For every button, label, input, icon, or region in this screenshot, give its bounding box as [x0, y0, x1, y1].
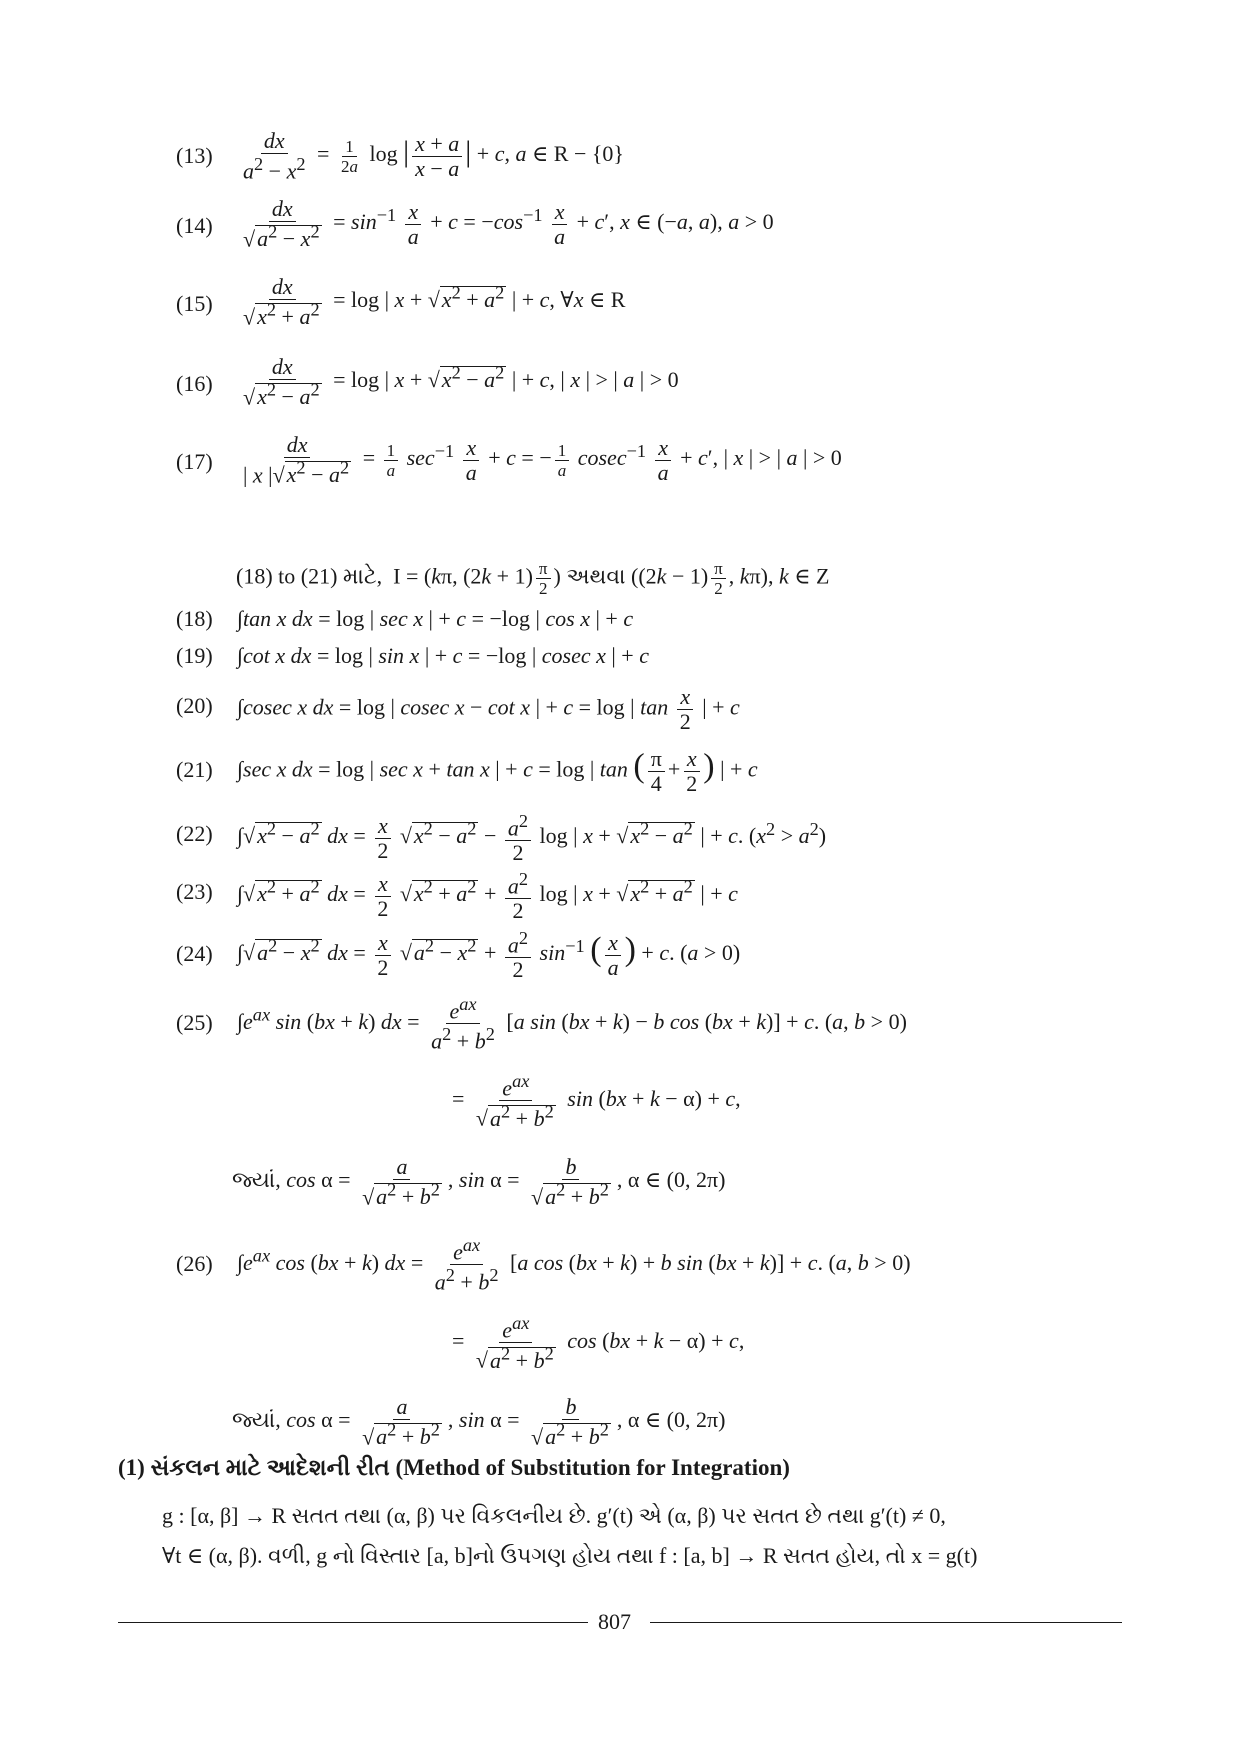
- formula-number: (16): [176, 371, 213, 396]
- footer-rule-right: [650, 1622, 1122, 1623]
- formula-number: (22): [176, 821, 213, 846]
- section-heading: (1) સંકલન માટે આદેશની રીત (Method of Substitution for Integration): [118, 1455, 790, 1480]
- formula-number: (25): [176, 1010, 213, 1035]
- formula-body: $\frac{dx}{√x^2 - a^2}$ = log | $x + √x^2 - a^2$ | + c, | x | > | a | > 0: [243, 354, 679, 410]
- formula-number: (24): [176, 941, 213, 966]
- formula-body: $\int√a^2 - x^2$ dx = $\frac{x}{2}$ $√a^2 - x^2$ + $\frac{a^2}{2}$ $\sin^{-1}$ ( $\frac{x}{a}$ ) + c. (a > 0): [237, 928, 741, 983]
- formula-number: (18): [176, 606, 213, 631]
- footer-rule-left: [118, 1622, 588, 1623]
- formula-number: (20): [176, 693, 213, 718]
- paragraph-line-1: g : [α, β] → R સતત તથા (α, β) પર વિકલનીય છે. g′(t) એ (α, β) પર સતત છે તથા g′(t) ≠ 0,: [162, 1503, 946, 1528]
- interval-note: (18) to (21) માટે, I = (kπ, (2k + 1) $\frac{\pi}{2}$ ) અથવા ((2k − 1) $\frac{\pi}{2}$ , kπ), k ∈ Z: [236, 559, 830, 598]
- formula-body: $\frac{dx}{√x^2 + a^2}$ = log | $x + √x^2 + a^2$ | + c, ∀x ∈ R: [243, 274, 626, 330]
- formula-body: $\int e^{ax}$ cos (bx + k) dx = $\frac{e^{ax}}{a^2 + b^2}$ [a cos (bx + k) + b sin (bx + k)] + c. (a, b > 0): [237, 1235, 911, 1295]
- formula-number: (26): [176, 1251, 213, 1276]
- formula-body: $\int e^{ax}$ sin (bx + k) dx = $\frac{e^{ax}}{a^2 + b^2}$ [a sin (bx + k) − b cos (bx + k)] + c. (a, b > 0): [237, 994, 907, 1054]
- formula-number: (15): [176, 291, 213, 316]
- formula-body: ∫cot x dx = log | sin x | + c = −log | cosec x | + c: [237, 643, 649, 668]
- formula-25-where: જ્યાં, cos α = $\frac{a}{√a^2 + b^2}$ , sin α = $\frac{b}{√a^2 + b^2}$ , α ∈ (0, 2π): [232, 1154, 726, 1210]
- formula-26-where: જ્યાં, cos α = $\frac{a}{√a^2 + b^2}$ , sin α = $\frac{b}{√a^2 + b^2}$ , α ∈ (0, 2π): [232, 1394, 726, 1450]
- formula-body: $\frac{dx}{| x |√x^2 - a^2}$ = $\frac{1}{a}$ $\sec^{-1}$ $\frac{x}{a}$ + c = − $\frac{1}{a}$ cosec$^{-1}$ $\frac{x}{a}$ + c′, | x | > | a | > 0: [243, 432, 842, 488]
- formula-number: (23): [176, 879, 213, 904]
- formula-body: $\frac{dx}{a^2 - x^2}$ = $\frac{1}{2a}$ log | $\frac{x + a}{x - a}$ | + c, a ∈ R − {0}: [243, 128, 624, 184]
- formula-25-step: = $\frac{e^{ax}}{√a^2 + b^2}$ sin (bx + k − α) + c,: [452, 1071, 741, 1131]
- formula-body: $\int√x^2 - a^2$ dx = $\frac{x}{2}$ $√x^2 - a^2$ − $\frac{a^2}{2}$ log | $x + √x^2 - a^2$ | + c. $(x^2 > a^2)$: [237, 811, 827, 866]
- paragraph-line-2: ∀t ∈ (α, β). વળી, g નો વિસ્તાર [a, b]નો ઉપગણ હોય તથા f : [a, b] → R સતત હોય, તો x = g(t): [162, 1543, 978, 1568]
- formula-body: $\int√x^2 + a^2$ dx = $\frac{x}{2}$ $√x^2 + a^2$ + $\frac{a^2}{2}$ log | $x + √x^2 + a^2$ | + c: [237, 869, 738, 924]
- formula-number: (19): [176, 643, 213, 668]
- formula-number: (14): [176, 213, 213, 238]
- formula-number: (17): [176, 449, 213, 474]
- formula-body: $\frac{dx}{√a^2 - x^2}$ = $\sin^{-1}$ $\frac{x}{a}$ + $c = -\cos^{-1}$ $\frac{x}{a}$ + c′, x ∈ (−a, a), a > 0: [243, 196, 774, 252]
- formula-26-step: = $\frac{e^{ax}}{√a^2 + b^2}$ cos (bx + k − α) + c,: [452, 1313, 745, 1373]
- formula-body: ∫sec x dx = log | sec x + tan x | + c = log | tan ( $\frac{\pi}{4}$ + $\frac{x}{2}$ ) | + c: [237, 746, 758, 796]
- formula-number: (21): [176, 757, 213, 782]
- formula-body: ∫tan x dx = log | sec x | + c = −log | cos x | + c: [237, 606, 634, 631]
- formula-body: ∫cosec x dx = log | cosec x − cot x | + c = log | tan $\frac{x}{2}$ | + c: [237, 684, 740, 734]
- page-number: 807: [598, 1609, 631, 1634]
- formula-number: (13): [176, 143, 213, 168]
